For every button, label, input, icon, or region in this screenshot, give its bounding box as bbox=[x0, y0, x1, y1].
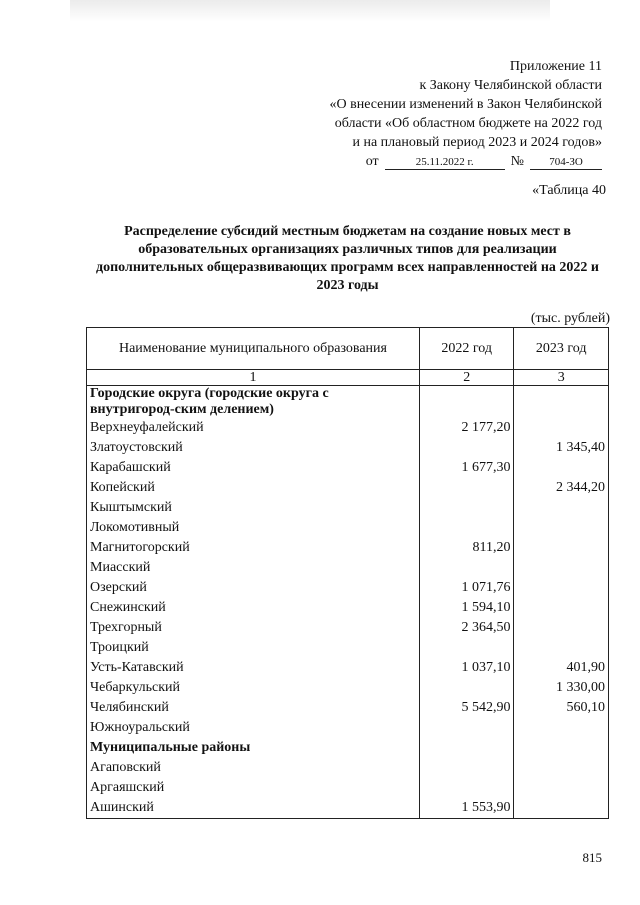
value-2022: 5 542,90 bbox=[419, 698, 514, 718]
table-row bbox=[87, 438, 609, 458]
group-row bbox=[87, 738, 609, 758]
units-label: (тыс. рублей) bbox=[530, 311, 610, 326]
value-2023 bbox=[514, 598, 609, 618]
value-2023: 401,90 bbox=[514, 658, 609, 678]
value-2023 bbox=[514, 638, 609, 658]
value-2023 bbox=[514, 458, 609, 478]
value-2023 bbox=[514, 758, 609, 778]
municipality-name: Миасский bbox=[87, 558, 420, 578]
empty-cell bbox=[514, 738, 609, 758]
appendix-line: области «Об областном бюджете на 2022 год bbox=[334, 116, 602, 131]
table-row bbox=[87, 718, 609, 738]
municipality-name: Магнитогорский bbox=[87, 538, 420, 558]
scan-shadow bbox=[70, 0, 550, 22]
column-number: 2 bbox=[419, 370, 514, 386]
value-2023 bbox=[514, 518, 609, 538]
value-2022: 811,20 bbox=[419, 538, 514, 558]
value-2022: 1 037,10 bbox=[419, 658, 514, 678]
table-row bbox=[87, 678, 609, 698]
municipality-name: Трехгорный bbox=[87, 618, 420, 638]
column-header-2022: 2022 год bbox=[419, 328, 514, 370]
value-2022 bbox=[419, 718, 514, 738]
value-2023: 1 330,00 bbox=[514, 678, 609, 698]
table-row bbox=[87, 598, 609, 618]
subsidy-table bbox=[86, 327, 609, 819]
appendix-line: Приложение 11 bbox=[509, 59, 602, 74]
value-2022: 2 177,20 bbox=[419, 418, 514, 438]
municipality-name: Кыштымский bbox=[87, 498, 420, 518]
appendix-line: и на плановый период 2023 и 2024 годов» bbox=[352, 135, 602, 150]
value-2023: 2 344,20 bbox=[514, 478, 609, 498]
table-row bbox=[87, 778, 609, 798]
value-2022: 1 553,90 bbox=[419, 798, 514, 819]
municipality-name: Челябинский bbox=[87, 698, 420, 718]
date-number-line bbox=[366, 152, 602, 171]
table-row bbox=[87, 758, 609, 778]
municipality-name: Карабашский bbox=[87, 458, 420, 478]
value-2022 bbox=[419, 778, 514, 798]
municipality-name: Аргаяшский bbox=[87, 778, 420, 798]
number-label: № bbox=[510, 154, 524, 169]
value-2023 bbox=[514, 718, 609, 738]
value-2023 bbox=[514, 618, 609, 638]
table-row bbox=[87, 518, 609, 538]
municipality-name: Верхнеуфалейский bbox=[87, 418, 420, 438]
table-row bbox=[87, 798, 609, 819]
value-2022 bbox=[419, 498, 514, 518]
column-header-name: Наименование муниципального образования bbox=[87, 328, 420, 370]
municipality-name: Снежинский bbox=[87, 598, 420, 618]
group-row bbox=[87, 386, 609, 419]
value-2022: 1 677,30 bbox=[419, 458, 514, 478]
municipality-name: Агаповский bbox=[87, 758, 420, 778]
value-2023: 560,10 bbox=[514, 698, 609, 718]
value-2023: 1 345,40 bbox=[514, 438, 609, 458]
value-2023 bbox=[514, 538, 609, 558]
municipality-name: Южноуральский bbox=[87, 718, 420, 738]
table-row bbox=[87, 498, 609, 518]
group-label: Муниципальные районы bbox=[87, 738, 420, 758]
value-2023 bbox=[514, 498, 609, 518]
table-body bbox=[87, 386, 609, 819]
table-row bbox=[87, 658, 609, 678]
value-2022: 1 594,10 bbox=[419, 598, 514, 618]
municipality-name: Ашинский bbox=[87, 798, 420, 819]
page-number: 815 bbox=[582, 850, 602, 865]
value-2023 bbox=[514, 778, 609, 798]
table-row bbox=[87, 578, 609, 598]
municipality-name: Озерский bbox=[87, 578, 420, 598]
from-label: от bbox=[365, 154, 379, 169]
law-date: 25.11.2022 г. bbox=[385, 155, 505, 170]
appendix-line: к Закону Челябинской области bbox=[419, 78, 602, 93]
table-row bbox=[87, 698, 609, 718]
value-2022 bbox=[419, 478, 514, 498]
value-2022 bbox=[419, 638, 514, 658]
municipality-name: Усть-Катавский bbox=[87, 658, 420, 678]
municipality-name: Локомотивный bbox=[87, 518, 420, 538]
value-2023 bbox=[514, 578, 609, 598]
value-2022 bbox=[419, 438, 514, 458]
law-number: 704-ЗО bbox=[530, 155, 602, 170]
table-reference: «Таблица 40 bbox=[532, 183, 606, 198]
column-header-2023: 2023 год bbox=[514, 328, 609, 370]
appendix-header bbox=[330, 57, 603, 171]
empty-cell bbox=[514, 386, 609, 419]
value-2022 bbox=[419, 518, 514, 538]
document-title: Распределение субсидий местным бюджетам на создание новых мест в образовательных организациях различных типов для реализации дополнительных общеразвивающих программ всех направленностей на 2022 и 2023 годы bbox=[96, 224, 599, 293]
value-2022 bbox=[419, 758, 514, 778]
value-2022 bbox=[419, 558, 514, 578]
column-number-row bbox=[87, 370, 609, 386]
value-2023 bbox=[514, 418, 609, 438]
municipality-name: Златоустовский bbox=[87, 438, 420, 458]
table-row bbox=[87, 418, 609, 438]
table-row bbox=[87, 458, 609, 478]
appendix-line: «О внесении изменений в Закон Челябинской bbox=[329, 97, 602, 112]
value-2022 bbox=[419, 678, 514, 698]
empty-cell bbox=[419, 738, 514, 758]
municipality-name: Чебаркульский bbox=[87, 678, 420, 698]
municipality-name: Троицкий bbox=[87, 638, 420, 658]
value-2023 bbox=[514, 798, 609, 819]
table-row bbox=[87, 618, 609, 638]
column-number: 3 bbox=[514, 370, 609, 386]
group-label: Городские округа (городские округа с внутригород-ским делением) bbox=[87, 386, 420, 419]
value-2022: 1 071,76 bbox=[419, 578, 514, 598]
table-header-row bbox=[87, 328, 609, 370]
table-row bbox=[87, 478, 609, 498]
value-2022: 2 364,50 bbox=[419, 618, 514, 638]
column-number: 1 bbox=[87, 370, 420, 386]
table-row bbox=[87, 538, 609, 558]
table-row bbox=[87, 638, 609, 658]
value-2023 bbox=[514, 558, 609, 578]
empty-cell bbox=[419, 386, 514, 419]
table-row bbox=[87, 558, 609, 578]
municipality-name: Копейский bbox=[87, 478, 420, 498]
